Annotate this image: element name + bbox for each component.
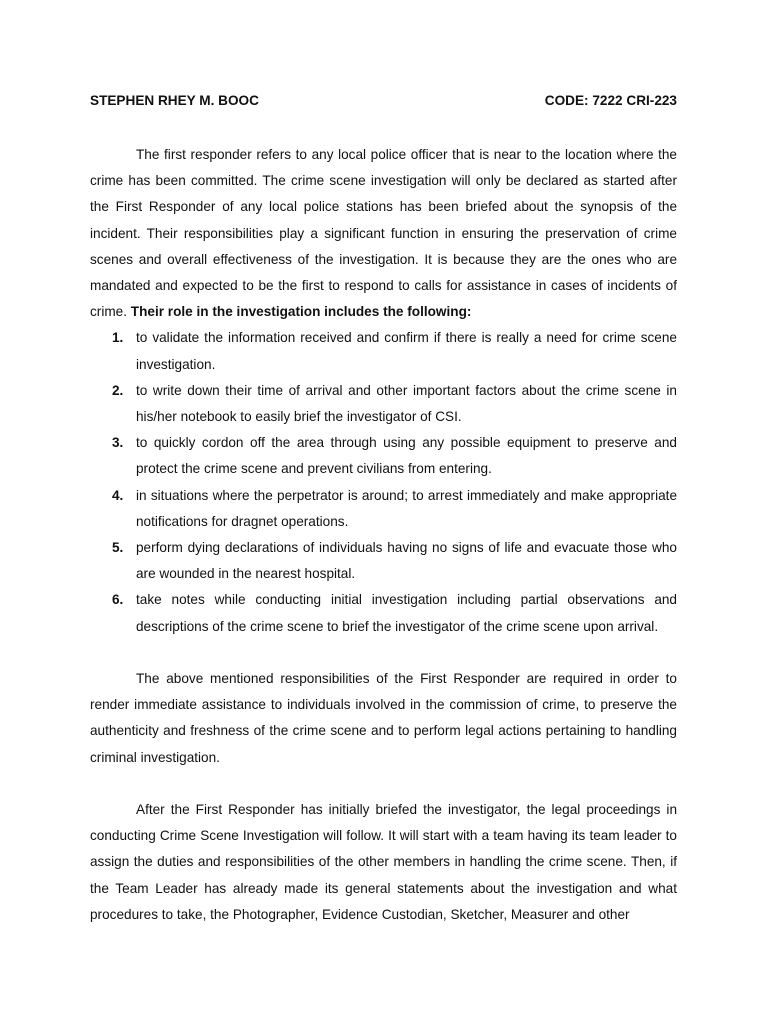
- list-item-text: take notes while conducting initial investigation including partial observations and descriptions of the crime scene to brief the investigator of the crime scene upon arrival.: [136, 592, 677, 634]
- list-item: [90, 325, 677, 377]
- intro-paragraph: [90, 142, 677, 325]
- responder-roles-list: [90, 325, 677, 639]
- document-body: [90, 142, 677, 928]
- list-item: [90, 378, 677, 430]
- document-header: [90, 92, 677, 110]
- list-item: [90, 587, 677, 639]
- paragraph-spacer: [90, 640, 677, 666]
- intro-bold-lead: Their role in the investigation includes the following:: [130, 304, 472, 320]
- list-item-text: in situations where the perpetrator is around; to arrest immediately and make appropriate notifications for dragnet operations.: [136, 487, 677, 529]
- list-item-number: 1.: [112, 330, 124, 346]
- list-item-number: 6.: [112, 592, 124, 608]
- list-item-text: to write down their time of arrival and other important factors about the crime scene in his/her notebook to easily brief the investigator of CSI.: [136, 382, 677, 425]
- responsibilities-paragraph: The above mentioned responsibilities of the First Responder are required in order to render immediate assistance to individuals involved in the commission of crime, to preserve the authenticity and freshness of the crime scene and to perform legal actions pertaining to handling criminal investigation.: [90, 671, 677, 765]
- list-item-number: 4.: [112, 487, 124, 503]
- paragraph-spacer: [90, 771, 677, 797]
- list-item-number: 5.: [112, 540, 124, 556]
- list-item-text: to quickly cordon off the area through using any possible equipment to preserve and protect the crime scene and prevent civilians from entering.: [136, 435, 677, 477]
- list-item: [90, 483, 677, 535]
- list-item: [90, 430, 677, 482]
- author-name: STEPHEN RHEY M. BOOC: [90, 93, 259, 108]
- list-item-text: perform dying declarations of individuals having no signs of life and evacuate those who are wounded in the nearest hospital.: [136, 540, 677, 582]
- list-item-text: to validate the information received and confirm if there is really a need for crime scene investigation.: [136, 330, 677, 372]
- course-code: CODE: 7222 CRI-223: [544, 93, 677, 108]
- proceedings-paragraph: After the First Responder has initially briefed the investigator, the legal proceedings in conducting Crime Scene Investigation will follow. It will start with a team having its team leader to assign the duties and responsibilities of the other members in handling the crime scene. Then, if the Team Leader has already made its general statements about the investigation and what procedures to take, the Photographer, Evidence Custodian, Sketcher, Measurer and other: [90, 802, 677, 922]
- list-item: [90, 535, 677, 587]
- intro-text: The first responder refers to any local police officer that is near to the location where the crime has been committed. The crime scene investigation will only be declared as started after the First Responder of any local police stations has been briefed about the synopsis of the incident. Their responsibilities play a significant function in ensuring the preservation of crime scenes and overall effectiveness of the investigation. It is because they are the ones who are mandated and expected to be the first to respond to calls for assistance in cases of incidents of crime.: [90, 147, 677, 320]
- list-item-number: 3.: [112, 435, 124, 451]
- list-item-number: 2.: [112, 382, 124, 398]
